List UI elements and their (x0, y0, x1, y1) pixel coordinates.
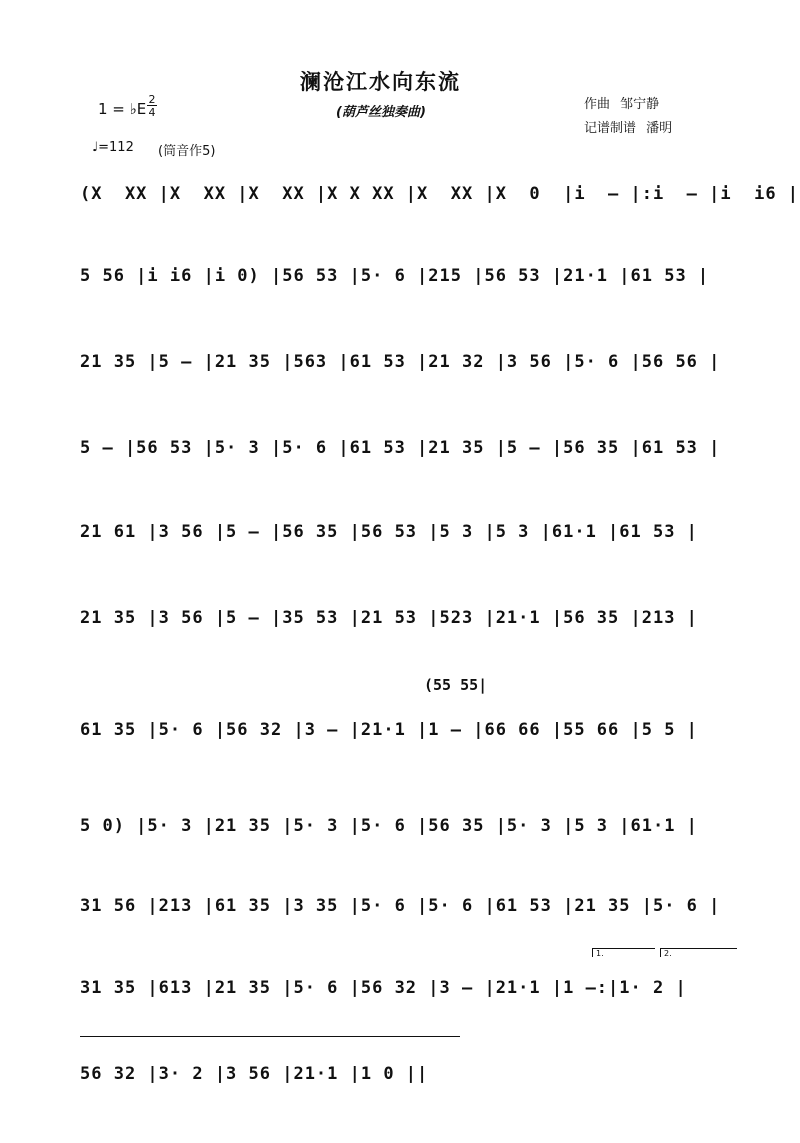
score-line-8-notes: 5 0) |5· 3 |21 35 |5· 3 |5· 6 |56 35 |5· 3 |5 3 |61·1 | (80, 816, 698, 836)
score-line-10-notes: 31 35 |613 |21 35 |5· 6 |56 32 |3 – |21·1 |1 –:|1· 2 | (80, 978, 687, 998)
score-line-3-notes: 21 35 |5 – |21 35 |563 |61 53 |21 32 |3 56 |5· 6 |56 56 | (80, 352, 721, 372)
score-line-6-notes: 21 35 |3 56 |5 – |35 53 |21 53 |523 |21·1 |56 35 |213 | (80, 608, 698, 628)
score-line-1 (76, 180, 800, 216)
score-line-11-notes: 56 32 |3· 2 |3 56 |21·1 |1 0 || (80, 1064, 429, 1084)
second-ending-label: 2. (664, 949, 672, 958)
tonic-note: (筒音作5) (158, 144, 216, 159)
score-line-4-notes: 5 – |56 53 |5· 3 |5· 6 |61 53 |21 35 |5 – |56 35 |61 53 | (80, 438, 721, 458)
page-subtitle: (葫芦丝独奏曲) (336, 105, 426, 120)
score-line-2 (76, 262, 736, 298)
ossia-passage: (55 55| (424, 676, 488, 694)
score-line-3 (76, 348, 736, 384)
score-line-2-notes: 5 56 |i i6 |i 0) |56 53 |5· 6 |215 |56 53 |21·1 |61 53 | (80, 266, 710, 286)
second-ending-bracket (660, 948, 737, 957)
page-title: 澜沧江水向东流 (300, 70, 461, 94)
score-line-11 (76, 1060, 736, 1096)
key-signature: 1 = ♭E (98, 100, 147, 118)
score-line-10 (76, 949, 736, 1010)
score-line-4 (76, 434, 736, 470)
score-line-9-notes: 31 56 |213 |61 35 |3 35 |5· 6 |5· 6 |61 53 |21 35 |5· 6 | (80, 896, 721, 916)
time-signature (147, 94, 157, 118)
tempo-marking: ♩=112 (92, 140, 134, 155)
score-line-5 (76, 518, 736, 554)
continuation-rule (80, 1036, 460, 1037)
score-line-7-notes: 61 35 |5· 6 |56 32 |3 – |21·1 |1 – |66 66 |55 66 |5 5 | (80, 720, 698, 740)
time-signature-bottom: 4 (148, 106, 156, 119)
arranger-credit: 记谱制谱 潘明 (584, 121, 673, 136)
score-line-8 (76, 812, 736, 848)
score-line-7 (76, 716, 736, 752)
score-line-1-notes: (X XX |X XX |X XX |X X XX |X XX |X 0 |i – |:i – |i i6 | (80, 184, 800, 204)
composer-credit: 作曲 邹宁静 (584, 97, 660, 112)
score-line-6 (76, 604, 736, 640)
score-line-9 (76, 892, 736, 928)
first-ending-bracket (592, 948, 655, 957)
score-line-5-notes: 21 61 |3 56 |5 – |56 35 |56 53 |5 3 |5 3 |61·1 |61 53 | (80, 522, 698, 542)
first-ending-label: 1. (596, 949, 604, 958)
time-signature-top: 2 (148, 93, 156, 106)
